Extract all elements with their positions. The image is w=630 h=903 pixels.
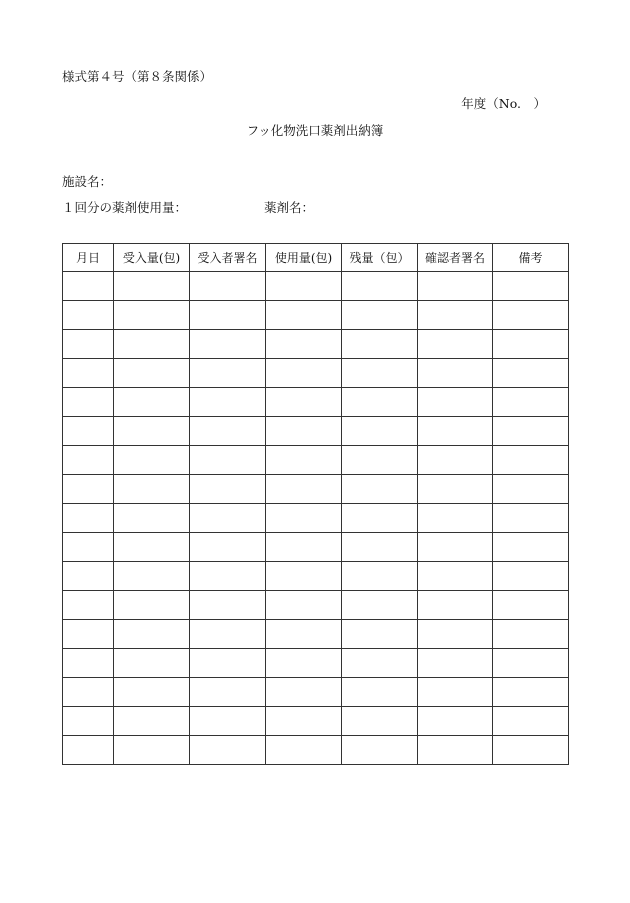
table-row bbox=[63, 620, 569, 649]
table-cell[interactable] bbox=[266, 475, 342, 504]
table-row bbox=[63, 504, 569, 533]
table-row bbox=[63, 388, 569, 417]
table-cell[interactable] bbox=[342, 649, 418, 678]
facility-name-label: 施設名： bbox=[62, 174, 113, 189]
table-cell[interactable] bbox=[493, 678, 569, 707]
table-cell[interactable] bbox=[493, 620, 569, 649]
table-cell[interactable] bbox=[63, 533, 114, 562]
table-cell[interactable] bbox=[418, 330, 493, 359]
table-cell[interactable] bbox=[114, 533, 190, 562]
table-cell[interactable] bbox=[114, 678, 190, 707]
table-row bbox=[63, 707, 569, 736]
table-cell[interactable] bbox=[493, 359, 569, 388]
table-cell[interactable] bbox=[190, 359, 266, 388]
table-cell[interactable] bbox=[342, 620, 418, 649]
table-cell[interactable] bbox=[266, 417, 342, 446]
table-cell[interactable] bbox=[63, 707, 114, 736]
table-cell[interactable] bbox=[493, 388, 569, 417]
table-cell[interactable] bbox=[190, 417, 266, 446]
table-cell[interactable] bbox=[63, 417, 114, 446]
table-cell[interactable] bbox=[114, 446, 190, 475]
table-cell[interactable] bbox=[266, 388, 342, 417]
table-cell[interactable] bbox=[493, 475, 569, 504]
table-cell[interactable] bbox=[63, 272, 114, 301]
table-row bbox=[63, 562, 569, 591]
table-cell[interactable] bbox=[63, 475, 114, 504]
table-cell[interactable] bbox=[493, 562, 569, 591]
table-cell[interactable] bbox=[493, 446, 569, 475]
table-cell[interactable] bbox=[114, 272, 190, 301]
table-cell[interactable] bbox=[266, 562, 342, 591]
table-cell[interactable] bbox=[342, 533, 418, 562]
table-cell[interactable] bbox=[114, 620, 190, 649]
table-cell[interactable] bbox=[266, 678, 342, 707]
header-used-qty: 使用量(包) bbox=[266, 244, 342, 272]
dose-per-use-label: １回分の薬剤使用量： bbox=[62, 200, 188, 215]
table-cell[interactable] bbox=[114, 504, 190, 533]
table-cell[interactable] bbox=[190, 678, 266, 707]
table-cell[interactable] bbox=[342, 446, 418, 475]
table-cell[interactable] bbox=[418, 533, 493, 562]
table-cell[interactable] bbox=[266, 446, 342, 475]
table-cell[interactable] bbox=[190, 272, 266, 301]
table-cell[interactable] bbox=[190, 736, 266, 765]
table-cell[interactable] bbox=[63, 359, 114, 388]
table-cell[interactable] bbox=[418, 736, 493, 765]
table-cell[interactable] bbox=[114, 591, 190, 620]
table-cell[interactable] bbox=[190, 533, 266, 562]
table-cell[interactable] bbox=[190, 475, 266, 504]
table-cell[interactable] bbox=[63, 504, 114, 533]
table-cell[interactable] bbox=[114, 417, 190, 446]
table-cell[interactable] bbox=[342, 736, 418, 765]
table-cell[interactable] bbox=[114, 649, 190, 678]
table-cell[interactable] bbox=[418, 620, 493, 649]
table-cell[interactable] bbox=[63, 591, 114, 620]
table-cell[interactable] bbox=[418, 504, 493, 533]
table-cell[interactable] bbox=[190, 562, 266, 591]
table-cell[interactable] bbox=[493, 504, 569, 533]
table-cell[interactable] bbox=[190, 446, 266, 475]
table-cell[interactable] bbox=[190, 591, 266, 620]
table-cell[interactable] bbox=[418, 562, 493, 591]
document-title: フッ化物洗口薬剤出納簿 bbox=[246, 123, 384, 138]
table-row bbox=[63, 736, 569, 765]
table-cell[interactable] bbox=[190, 301, 266, 330]
table-cell[interactable] bbox=[418, 301, 493, 330]
table-cell[interactable] bbox=[493, 533, 569, 562]
header-receiver-signature: 受入者署名 bbox=[190, 244, 266, 272]
table-cell[interactable] bbox=[342, 359, 418, 388]
table-cell[interactable] bbox=[418, 417, 493, 446]
form-identifier: 様式第４号（第８条関係） bbox=[62, 69, 213, 84]
table-cell[interactable] bbox=[342, 504, 418, 533]
table-cell[interactable] bbox=[493, 707, 569, 736]
table-cell[interactable] bbox=[114, 359, 190, 388]
table-cell[interactable] bbox=[190, 388, 266, 417]
table-row bbox=[63, 591, 569, 620]
table-cell[interactable] bbox=[418, 678, 493, 707]
table-row bbox=[63, 417, 569, 446]
table-cell[interactable] bbox=[493, 272, 569, 301]
header-checker-signature: 確認者署名 bbox=[418, 244, 493, 272]
table-cell[interactable] bbox=[114, 736, 190, 765]
table-row bbox=[63, 301, 569, 330]
table-row bbox=[63, 678, 569, 707]
table-cell[interactable] bbox=[418, 475, 493, 504]
table-row bbox=[63, 272, 569, 301]
drug-name-label: 薬剤名： bbox=[264, 200, 315, 215]
table-row bbox=[63, 533, 569, 562]
table-cell[interactable] bbox=[418, 591, 493, 620]
table-cell[interactable] bbox=[190, 620, 266, 649]
table-cell[interactable] bbox=[493, 330, 569, 359]
table-cell[interactable] bbox=[266, 649, 342, 678]
table-cell[interactable] bbox=[266, 620, 342, 649]
table-row bbox=[63, 359, 569, 388]
table-cell[interactable] bbox=[266, 330, 342, 359]
header-date: 月日 bbox=[63, 244, 114, 272]
table-cell[interactable] bbox=[114, 562, 190, 591]
table-cell[interactable] bbox=[342, 707, 418, 736]
table-cell[interactable] bbox=[493, 417, 569, 446]
header-remaining-qty: 残量（包） bbox=[342, 244, 418, 272]
ledger-table bbox=[62, 243, 569, 765]
table-cell[interactable] bbox=[418, 707, 493, 736]
table-cell[interactable] bbox=[190, 330, 266, 359]
table-cell[interactable] bbox=[63, 446, 114, 475]
table-cell[interactable] bbox=[114, 707, 190, 736]
table-cell[interactable] bbox=[493, 649, 569, 678]
header-remarks: 備考 bbox=[493, 244, 569, 272]
table-cell[interactable] bbox=[266, 707, 342, 736]
table-cell[interactable] bbox=[342, 301, 418, 330]
table-cell[interactable] bbox=[342, 678, 418, 707]
table-cell[interactable] bbox=[190, 504, 266, 533]
table-cell[interactable] bbox=[63, 620, 114, 649]
table-cell[interactable] bbox=[418, 649, 493, 678]
table-cell[interactable] bbox=[418, 388, 493, 417]
table-cell[interactable] bbox=[266, 272, 342, 301]
table-cell[interactable] bbox=[342, 475, 418, 504]
table-cell[interactable] bbox=[114, 475, 190, 504]
table-cell[interactable] bbox=[63, 301, 114, 330]
table-cell[interactable] bbox=[114, 330, 190, 359]
table-cell[interactable] bbox=[63, 649, 114, 678]
table-cell[interactable] bbox=[266, 533, 342, 562]
table-cell[interactable] bbox=[342, 272, 418, 301]
year-number-field: 年度（No. ） bbox=[461, 96, 546, 111]
table-cell[interactable] bbox=[493, 591, 569, 620]
table-cell[interactable] bbox=[266, 736, 342, 765]
table-cell[interactable] bbox=[63, 736, 114, 765]
table-cell[interactable] bbox=[63, 562, 114, 591]
table-cell[interactable] bbox=[493, 301, 569, 330]
table-cell[interactable] bbox=[342, 417, 418, 446]
table-cell[interactable] bbox=[190, 707, 266, 736]
table-header-row bbox=[63, 244, 569, 272]
table-cell[interactable] bbox=[342, 330, 418, 359]
table-cell[interactable] bbox=[418, 359, 493, 388]
table-cell[interactable] bbox=[266, 359, 342, 388]
table-cell[interactable] bbox=[418, 446, 493, 475]
table-cell[interactable] bbox=[63, 388, 114, 417]
table-row bbox=[63, 446, 569, 475]
table-cell[interactable] bbox=[342, 591, 418, 620]
table-cell[interactable] bbox=[266, 504, 342, 533]
table-cell[interactable] bbox=[63, 330, 114, 359]
table-cell[interactable] bbox=[114, 301, 190, 330]
table-row bbox=[63, 649, 569, 678]
table-cell[interactable] bbox=[418, 272, 493, 301]
table-row bbox=[63, 475, 569, 504]
table-cell[interactable] bbox=[114, 388, 190, 417]
header-received-qty: 受入量(包) bbox=[114, 244, 190, 272]
table-cell[interactable] bbox=[266, 591, 342, 620]
table-cell[interactable] bbox=[190, 649, 266, 678]
table-cell[interactable] bbox=[342, 388, 418, 417]
table-row bbox=[63, 330, 569, 359]
table-cell[interactable] bbox=[266, 301, 342, 330]
table-cell[interactable] bbox=[493, 736, 569, 765]
table-cell[interactable] bbox=[342, 562, 418, 591]
table-cell[interactable] bbox=[63, 678, 114, 707]
